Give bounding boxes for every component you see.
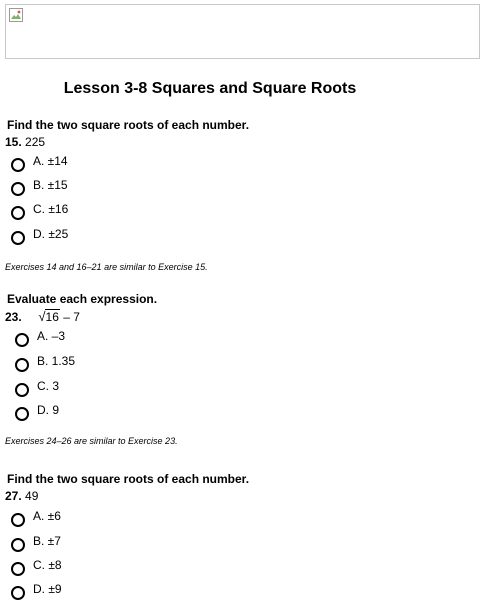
radio-button[interactable] [11,182,25,196]
exercise-note-1: Exercises 14 and 16–21 are similar to Exercise 15. [5,262,208,272]
choice-label: B. ±7 [33,534,61,548]
radio-button[interactable] [11,538,25,552]
choice-23-c[interactable] [15,379,60,397]
choice-label: B. 1.35 [37,354,76,368]
choice-23-d[interactable] [15,403,60,421]
choice-label: B. ±15 [33,178,68,192]
radicand: 16 [45,310,59,324]
question-27 [5,489,38,503]
question-number: 27. [5,489,22,503]
question-number: 23. [5,310,22,324]
choice-label: C. ±8 [33,558,62,572]
choice-27-c[interactable] [11,558,62,576]
radio-button[interactable] [15,358,29,372]
choice-label: A. ±6 [33,509,61,523]
radio-button[interactable] [15,333,29,347]
radio-button[interactable] [11,231,25,245]
question-text: 49 [25,489,39,503]
question-suffix: – 7 [63,310,80,324]
choice-label: A. –3 [37,329,66,343]
instruction-3: Find the two square roots of each number. [7,472,250,486]
banner-image-placeholder [5,4,480,59]
radio-button[interactable] [11,206,25,220]
instruction-2: Evaluate each expression. [7,292,158,306]
choice-15-b[interactable] [11,178,68,196]
radio-button[interactable] [11,562,25,576]
question-number: 15. [5,135,22,149]
choice-27-b[interactable] [11,534,61,552]
choice-label: D. ±25 [33,227,69,241]
question-23 [5,309,80,324]
choice-27-d[interactable] [11,582,62,600]
square-root-expression [38,309,60,324]
choice-label: D. 9 [37,403,60,417]
instruction-1: Find the two square roots of each number. [7,118,250,132]
choice-15-a[interactable] [11,154,68,172]
radio-button[interactable] [11,586,25,600]
radical-symbol: √ [38,309,46,324]
question-text: 225 [25,135,46,149]
choice-23-b[interactable] [15,354,76,372]
choice-15-d[interactable] [11,227,69,245]
radio-button[interactable] [11,513,25,527]
choice-label: C. 3 [37,379,60,393]
choice-23-a[interactable] [15,329,66,347]
choice-label: C. ±16 [33,202,69,216]
choice-27-a[interactable] [11,509,61,527]
lesson-title: Lesson 3-8 Squares and Square Roots [63,80,357,97]
question-15 [5,135,45,149]
choice-label: D. ±9 [33,582,62,596]
radio-button[interactable] [11,158,25,172]
choice-15-c[interactable] [11,202,69,220]
exercise-note-2: Exercises 24–26 are similar to Exercise 23. [5,436,178,446]
radio-button[interactable] [15,383,29,397]
broken-image-icon [9,8,23,22]
radio-button[interactable] [15,407,29,421]
choice-label: A. ±14 [33,154,68,168]
